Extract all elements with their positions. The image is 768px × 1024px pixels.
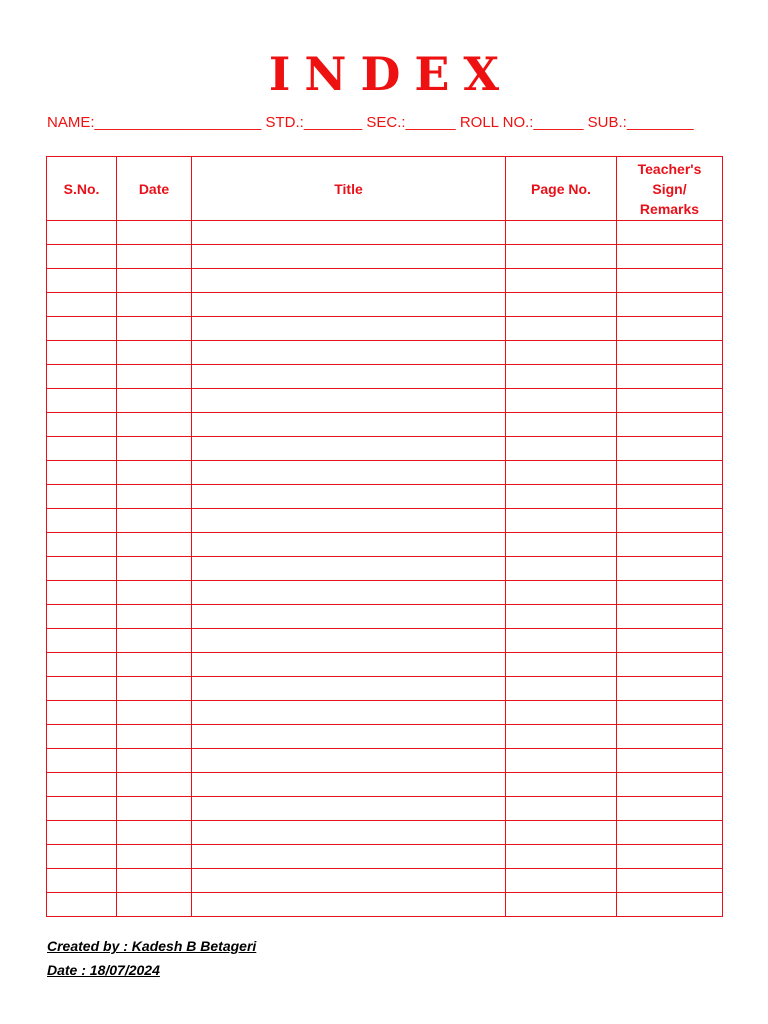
- table-row: [47, 821, 723, 845]
- header-sno: S.No.: [47, 157, 117, 221]
- table-cell: [47, 773, 117, 797]
- table-cell: [192, 413, 506, 437]
- table-cell: [117, 293, 192, 317]
- table-cell: [506, 245, 617, 269]
- table-cell: [506, 893, 617, 917]
- table-cell: [617, 413, 723, 437]
- table-cell: [47, 869, 117, 893]
- table-row: [47, 677, 723, 701]
- table-cell: [117, 509, 192, 533]
- table-cell: [192, 773, 506, 797]
- table-cell: [47, 365, 117, 389]
- table-cell: [506, 461, 617, 485]
- table-cell: [617, 701, 723, 725]
- table-cell: [192, 869, 506, 893]
- table-cell: [617, 461, 723, 485]
- table-cell: [47, 557, 117, 581]
- table-cell: [117, 845, 192, 869]
- table-cell: [47, 629, 117, 653]
- created-by-note: Created by : Kadesh B Betageri: [47, 938, 257, 954]
- table-cell: [192, 269, 506, 293]
- table-cell: [506, 509, 617, 533]
- table-row: [47, 437, 723, 461]
- student-info-line: NAME:____________________ STD.:_______ SEC.:______ ROLL NO.:______ SUB.:________: [47, 114, 694, 131]
- table-cell: [117, 893, 192, 917]
- table-cell: [506, 725, 617, 749]
- table-row: [47, 773, 723, 797]
- table-cell: [47, 677, 117, 701]
- table-cell: [617, 773, 723, 797]
- page-title: INDEX: [268, 47, 514, 101]
- table-cell: [617, 533, 723, 557]
- table-cell: [117, 725, 192, 749]
- table-row: [47, 605, 723, 629]
- header-teacher-sign-remarks: Teacher's Sign/ Remarks: [617, 157, 723, 221]
- table-row: [47, 317, 723, 341]
- table-cell: [117, 269, 192, 293]
- table-row: [47, 245, 723, 269]
- table-cell: [47, 413, 117, 437]
- table-cell: [506, 221, 617, 245]
- table-cell: [617, 221, 723, 245]
- table-cell: [47, 605, 117, 629]
- table-cell: [192, 221, 506, 245]
- table-cell: [506, 293, 617, 317]
- table-cell: [192, 581, 506, 605]
- table-cell: [47, 317, 117, 341]
- table-row: [47, 413, 723, 437]
- table-cell: [617, 677, 723, 701]
- header-date: Date: [117, 157, 192, 221]
- table-cell: [192, 365, 506, 389]
- table-row: [47, 341, 723, 365]
- table-cell: [192, 677, 506, 701]
- table-cell: [117, 869, 192, 893]
- index-table: [46, 156, 723, 917]
- table-row: [47, 701, 723, 725]
- table-cell: [506, 677, 617, 701]
- header-page-no: Page No.: [506, 157, 617, 221]
- table-cell: [192, 893, 506, 917]
- table-row: [47, 749, 723, 773]
- table-cell: [47, 821, 117, 845]
- table-cell: [192, 485, 506, 509]
- table-cell: [47, 653, 117, 677]
- table-cell: [47, 581, 117, 605]
- table-cell: [617, 725, 723, 749]
- table-cell: [617, 845, 723, 869]
- table-cell: [506, 485, 617, 509]
- table-cell: [192, 389, 506, 413]
- table-row: [47, 389, 723, 413]
- table-cell: [47, 221, 117, 245]
- table-cell: [192, 557, 506, 581]
- table-cell: [192, 629, 506, 653]
- table-cell: [117, 581, 192, 605]
- table-cell: [47, 245, 117, 269]
- table-cell: [617, 653, 723, 677]
- table-row: [47, 629, 723, 653]
- table-cell: [192, 245, 506, 269]
- table-cell: [47, 701, 117, 725]
- table-body: [47, 221, 723, 917]
- table-cell: [117, 365, 192, 389]
- table-cell: [117, 605, 192, 629]
- table-cell: [47, 269, 117, 293]
- table-cell: [506, 533, 617, 557]
- table-cell: [192, 533, 506, 557]
- table-cell: [47, 749, 117, 773]
- table-cell: [617, 581, 723, 605]
- table-cell: [192, 701, 506, 725]
- table-row: [47, 221, 723, 245]
- table-row: [47, 533, 723, 557]
- table-row: [47, 461, 723, 485]
- table-row: [47, 293, 723, 317]
- table-cell: [192, 821, 506, 845]
- table-row: [47, 365, 723, 389]
- table-cell: [506, 365, 617, 389]
- table-cell: [617, 821, 723, 845]
- table-cell: [47, 533, 117, 557]
- table-cell: [117, 677, 192, 701]
- table-cell: [47, 725, 117, 749]
- table-cell: [47, 485, 117, 509]
- table-row: [47, 797, 723, 821]
- table-row: [47, 485, 723, 509]
- table-cell: [617, 629, 723, 653]
- table-cell: [117, 317, 192, 341]
- table-cell: [617, 749, 723, 773]
- table-row: [47, 557, 723, 581]
- table-cell: [617, 869, 723, 893]
- table-cell: [506, 557, 617, 581]
- table-cell: [506, 749, 617, 773]
- table-cell: [192, 461, 506, 485]
- table-cell: [117, 797, 192, 821]
- table-cell: [617, 605, 723, 629]
- header-title: Title: [192, 157, 506, 221]
- table-cell: [192, 509, 506, 533]
- table-cell: [617, 893, 723, 917]
- table-cell: [617, 557, 723, 581]
- table-cell: [47, 437, 117, 461]
- table-cell: [117, 437, 192, 461]
- table-cell: [506, 845, 617, 869]
- table-cell: [192, 725, 506, 749]
- table-cell: [47, 797, 117, 821]
- table-cell: [117, 389, 192, 413]
- table-cell: [617, 509, 723, 533]
- table-cell: [117, 341, 192, 365]
- table-cell: [617, 365, 723, 389]
- table-cell: [506, 653, 617, 677]
- table-row: [47, 869, 723, 893]
- table-cell: [617, 341, 723, 365]
- table-cell: [117, 533, 192, 557]
- table-cell: [192, 317, 506, 341]
- table-cell: [617, 245, 723, 269]
- table-cell: [617, 293, 723, 317]
- table-cell: [47, 389, 117, 413]
- table-cell: [117, 461, 192, 485]
- table-cell: [617, 269, 723, 293]
- table-cell: [506, 629, 617, 653]
- table-cell: [617, 485, 723, 509]
- table-row: [47, 725, 723, 749]
- table-cell: [117, 821, 192, 845]
- table-cell: [506, 701, 617, 725]
- table-cell: [506, 581, 617, 605]
- table-cell: [117, 653, 192, 677]
- table-cell: [192, 845, 506, 869]
- table-cell: [117, 245, 192, 269]
- table-cell: [506, 413, 617, 437]
- table-cell: [117, 557, 192, 581]
- table-cell: [506, 773, 617, 797]
- table-cell: [117, 701, 192, 725]
- table-row: [47, 269, 723, 293]
- date-note: Date : 18/07/2024: [47, 962, 160, 978]
- table-cell: [192, 797, 506, 821]
- table-cell: [506, 317, 617, 341]
- table-cell: [617, 317, 723, 341]
- table-cell: [117, 413, 192, 437]
- table-cell: [117, 749, 192, 773]
- table-row: [47, 509, 723, 533]
- table-cell: [506, 869, 617, 893]
- table-cell: [506, 389, 617, 413]
- table-row: [47, 581, 723, 605]
- table-cell: [506, 341, 617, 365]
- table-cell: [117, 629, 192, 653]
- table-cell: [47, 341, 117, 365]
- table-cell: [617, 797, 723, 821]
- table-cell: [506, 821, 617, 845]
- table-cell: [617, 389, 723, 413]
- table-cell: [192, 653, 506, 677]
- table-cell: [117, 485, 192, 509]
- table-cell: [506, 437, 617, 461]
- table-cell: [47, 893, 117, 917]
- table-cell: [506, 269, 617, 293]
- table-cell: [47, 845, 117, 869]
- table-row: [47, 845, 723, 869]
- table-cell: [117, 221, 192, 245]
- table-cell: [47, 293, 117, 317]
- table-cell: [192, 293, 506, 317]
- table-cell: [192, 341, 506, 365]
- table-header-row: [47, 157, 723, 221]
- table-cell: [47, 509, 117, 533]
- table-cell: [47, 461, 117, 485]
- table-cell: [617, 437, 723, 461]
- table-row: [47, 653, 723, 677]
- table-cell: [506, 797, 617, 821]
- table-row: [47, 893, 723, 917]
- table-cell: [192, 437, 506, 461]
- table-cell: [117, 773, 192, 797]
- table-cell: [192, 605, 506, 629]
- table-cell: [506, 605, 617, 629]
- table-cell: [192, 749, 506, 773]
